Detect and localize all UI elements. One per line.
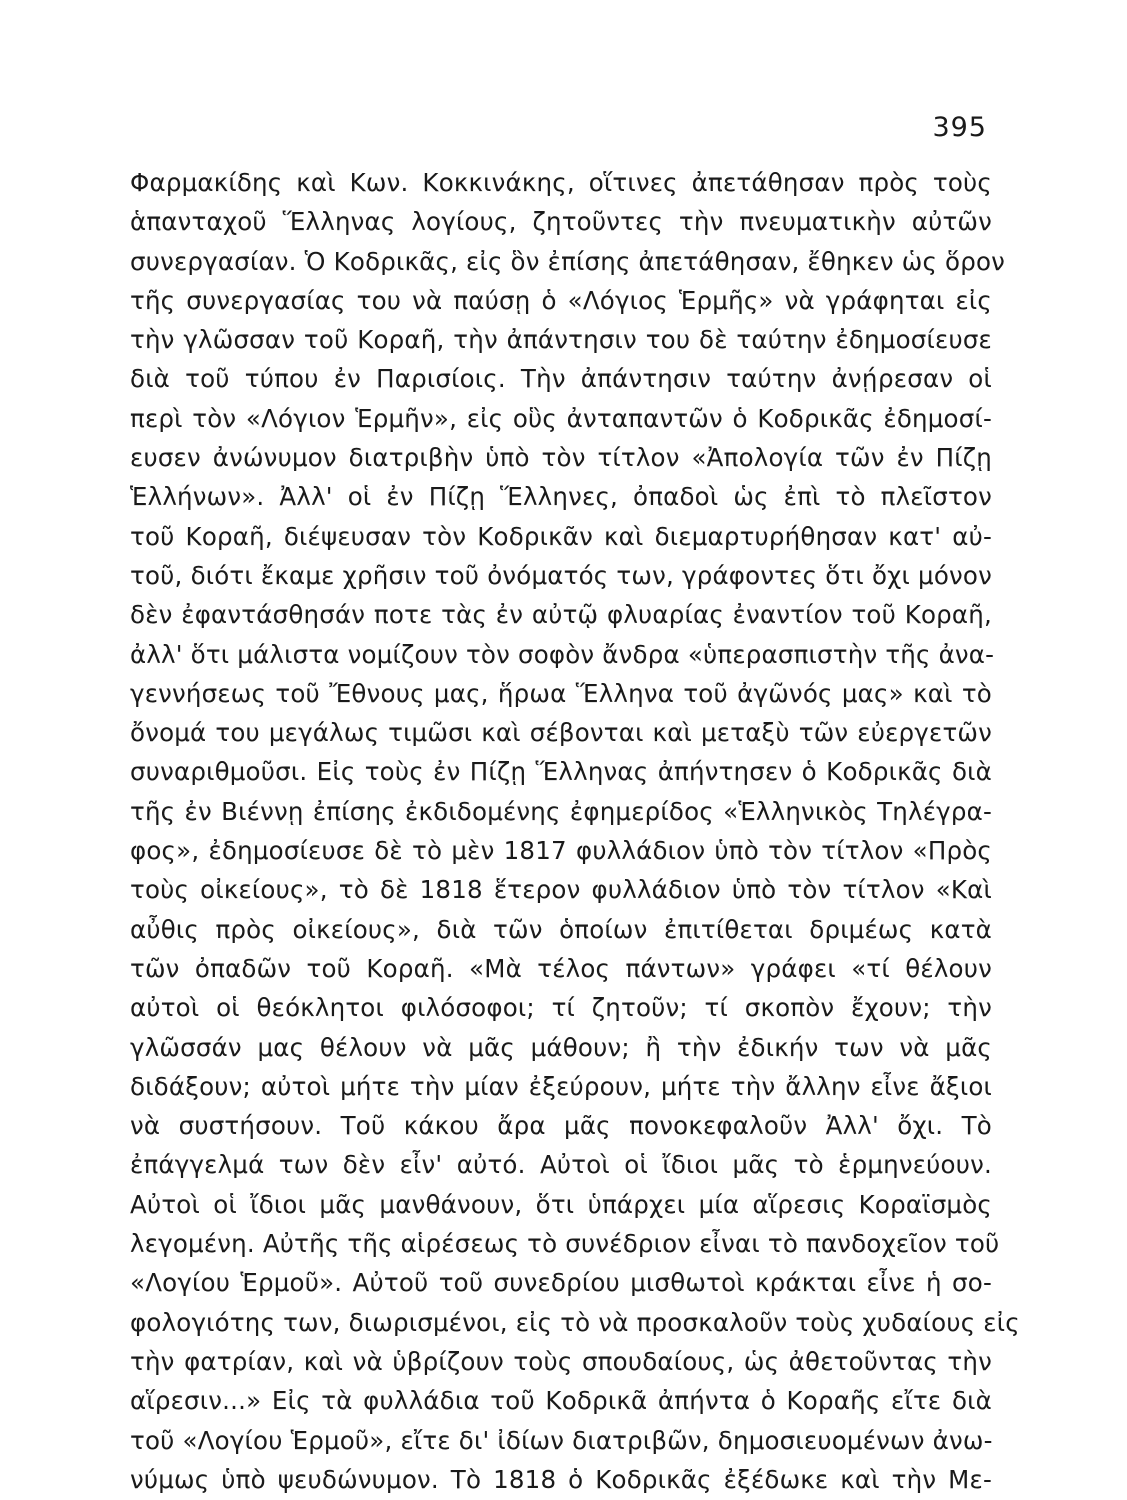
- text-line: γλῶσσάν μας θέλουν νὰ μᾶς μάθουν; ἢ τὴν ἐδικήν των νὰ μᾶς: [130, 1032, 992, 1062]
- text-line: φος», ἐδημοσίευσε δὲ τὸ μὲν 1817 φυλλάδιον ὑπὸ τὸν τίτλον «Πρὸς: [130, 836, 992, 866]
- text-line: ἁπανταχοῦ Ἕλληνας λογίους, ζητοῦντες τὴν πνευματικὴν αὐτῶν: [130, 207, 992, 237]
- text-line: τὴν γλῶσσαν τοῦ Κοραῆ, τὴν ἀπάντησιν του δὲ ταύτην ἐδημοσίευσε: [130, 325, 992, 355]
- text-line: φολογιότης των, διωρισμένοι, εἰς τὸ νὰ προσκαλοῦν τοὺς χυδαίους εἰς: [130, 1307, 1020, 1337]
- text-line: τοὺς οἰκείους», τὸ δὲ 1818 ἕτερον φυλλάδιον ὑπὸ τὸν τίτλον «Καὶ: [130, 875, 992, 905]
- text-line: συναριθμοῦσι. Εἰς τοὺς ἐν Πίζῃ Ἕλληνας ἀπήντησεν ὁ Κοδρικᾶς διὰ: [130, 757, 992, 787]
- text-line: ἀλλ' ὅτι μάλιστα νομίζουν τὸν σοφὸν ἄνδρα «ὑπερασπιστὴν τῆς ἀνα-: [130, 639, 995, 669]
- text-line: αὐτοὶ οἱ θεόκλητοι φιλόσοφοι; τί ζητοῦν; τί σκοπὸν ἔχουν; τὴν: [130, 993, 992, 1023]
- text-line: αὖθις πρὸς οἰκείους», διὰ τῶν ὁποίων ἐπιτίθεται δριμέως κατὰ: [130, 914, 992, 944]
- text-line: ἐπάγγελμά των δὲν εἶν' αὐτό. Αὐτοὶ οἱ ἴδιοι μᾶς τὸ ἑρμηνεύουν.: [130, 1150, 992, 1180]
- text-line: λεγομένη. Αὐτῆς τῆς αἱρέσεως τὸ συνέδριον εἶναι τὸ πανδοχεῖον τοῦ: [130, 1229, 1000, 1259]
- text-line: Φαρμακίδης καὶ Κων. Κοκκινάκης, οἵτινες ἀπετάθησαν πρὸς τοὺς: [130, 168, 992, 197]
- text-line: Αὐτοὶ οἱ ἴδιοι μᾶς μανθάνουν, ὅτι ὑπάρχει μία αἵρεσις Κοραϊσμὸς: [130, 1189, 992, 1219]
- text-line: τοῦ «Λογίου Ἑρμοῦ», εἴτε δι' ἰδίων διατριβῶν, δημοσιευομένων ἀνω-: [130, 1425, 993, 1455]
- text-line: νύμως ὑπὸ ψευδώνυμον. Τὸ 1818 ὁ Κοδρικᾶς ἐξέδωκε καὶ τὴν Με-: [130, 1464, 992, 1494]
- text-line: τοῦ, διότι ἔκαμε χρῆσιν τοῦ ὀνόματός των, γράφοντες ὅτι ὄχι μόνον: [130, 560, 992, 590]
- text-line: «Λογίου Ἑρμοῦ». Αὐτοῦ τοῦ συνεδρίου μισθωτοὶ κράκται εἶνε ἡ σο-: [130, 1268, 992, 1298]
- text-line: τῶν ὀπαδῶν τοῦ Κοραῆ. «Μὰ τέλος πάντων» γράφει «τί θέλουν: [130, 953, 992, 983]
- text-line: δὲν ἐφαντάσθησάν ποτε τὰς ἐν αὐτῷ φλυαρίας ἐναντίον τοῦ Κοραῆ,: [130, 600, 992, 630]
- text-line: διὰ τοῦ τύπου ἐν Παρισίοις. Τὴν ἀπάντησιν ταύτην ἀνῄρεσαν οἱ: [130, 364, 992, 394]
- text-line: τοῦ Κοραῆ, διέψευσαν τὸν Κοδρικᾶν καὶ διεμαρτυρήθησαν κατ' αὐ-: [130, 521, 992, 551]
- text-line: συνεργασίαν. Ὁ Κοδρικᾶς, εἰς ὃν ἐπίσης ἀπετάθησαν, ἔθηκεν ὡς ὅρον: [130, 246, 1006, 276]
- text-line: αἵρεσιν...» Εἰς τὰ φυλλάδια τοῦ Κοδρικᾶ ἀπήντα ὁ Κοραῆς εἴτε διὰ: [130, 1386, 992, 1416]
- text-line: γεννήσεως τοῦ Ἔθνους μας, ἥρωα Ἕλληνα τοῦ ἀγῶνός μας» καὶ τὸ: [130, 678, 992, 708]
- text-line: τῆς συνεργασίας του νὰ παύσῃ ὁ «Λόγιος Ἑρμῆς» νὰ γράφηται εἰς: [130, 285, 992, 315]
- text-line: διδάξουν; αὐτοὶ μήτε τὴν μίαν ἐξεύρουν, μήτε τὴν ἄλλην εἶνε ἄξιοι: [130, 1071, 992, 1101]
- body-text: [130, 163, 1020, 1499]
- text-line: τῆς ἐν Βιέννῃ ἐπίσης ἐκδιδομένης ἐφημερίδος «Ἑλληνικὸς Τηλέγρα-: [130, 796, 992, 826]
- text-line: ευσεν ἀνώνυμον διατριβὴν ὑπὸ τὸν τίτλον «Ἀπολογία τῶν ἐν Πίζῃ: [130, 443, 992, 473]
- text-line: τὴν φατρίαν, καὶ νὰ ὑβρίζουν τοὺς σπουδαίους, ὡς ἀθετοῦντας τὴν: [130, 1346, 992, 1376]
- text-line: νὰ συστήσουν. Τοῦ κάκου ἄρα μᾶς πονοκεφαλοῦν Ἀλλ' ὄχι. Τὸ: [130, 1111, 992, 1141]
- text-line: ὄνομά του μεγάλως τιμῶσι καὶ σέβονται καὶ μεταξὺ τῶν εὐεργετῶν: [130, 718, 992, 748]
- text-line: Ἑλλήνων». Ἀλλ' οἱ ἐν Πίζῃ Ἕλληνες, ὀπαδοὶ ὡς ἐπὶ τὸ πλεῖστον: [130, 482, 992, 512]
- text-line: περὶ τὸν «Λόγιον Ἑρμῆν», εἰς οὓς ἀνταπαντῶν ὁ Κοδρικᾶς ἐδημοσί-: [130, 403, 992, 433]
- page-number: 395: [932, 112, 987, 143]
